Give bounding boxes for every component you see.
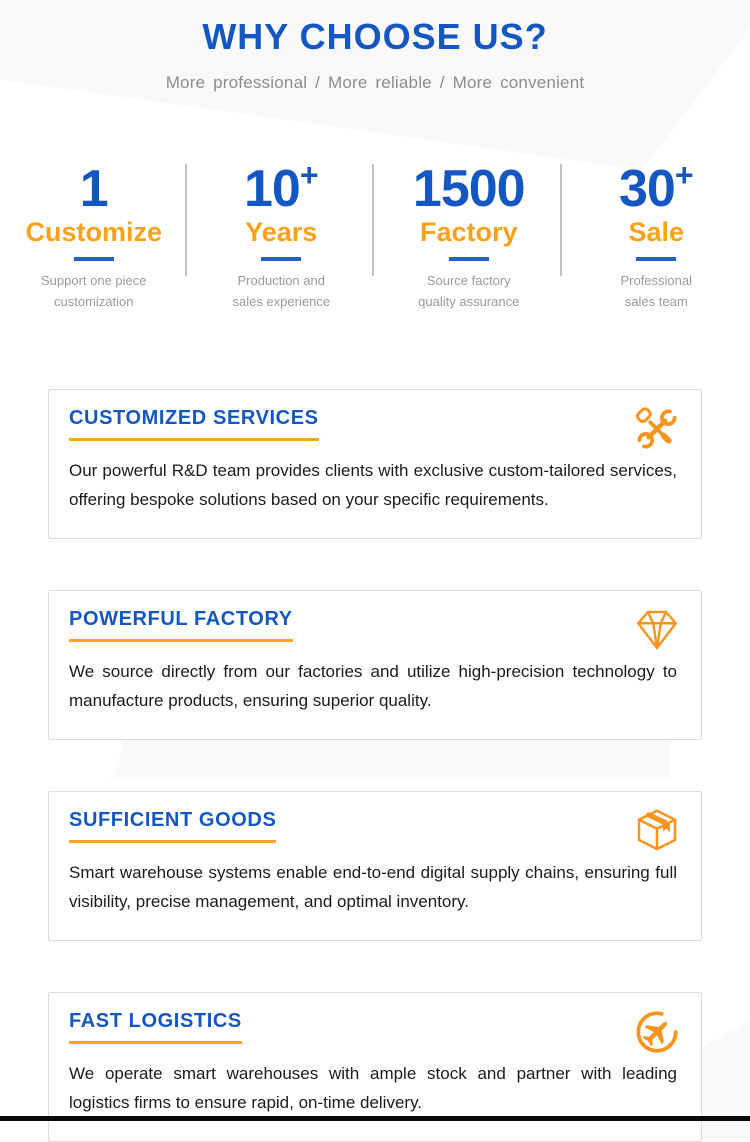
stat-desc-line: quality assurance <box>375 292 563 313</box>
section-header <box>0 0 750 93</box>
stat-label: Factory <box>375 217 563 248</box>
stat-years <box>188 161 376 313</box>
diamond-icon <box>633 606 681 654</box>
card-title: FAST LOGISTICS <box>69 1010 242 1044</box>
card-title: SUFFICIENT GOODS <box>69 809 276 843</box>
stat-underline <box>449 257 489 261</box>
stat-value <box>563 163 750 215</box>
package-box-icon <box>633 807 681 855</box>
card-customized-services <box>48 389 702 539</box>
stat-value <box>188 163 376 215</box>
stat-desc-line: Production and <box>188 271 376 292</box>
card-body-text: We operate smart warehouses with ample stock and partner with leading logistics firms to ensure rapid, on-time delivery. <box>69 1059 677 1117</box>
stat-plus: + <box>300 157 319 193</box>
stat-desc-line: Support one piece <box>0 271 188 292</box>
stat-description <box>375 271 563 313</box>
stat-underline <box>636 257 676 261</box>
page-subtitle: More professional / More reliable / More convenient <box>0 73 750 93</box>
stat-underline <box>261 257 301 261</box>
stat-desc-line: sales team <box>563 292 750 313</box>
feature-cards <box>0 389 750 1142</box>
stat-value-text: 30 <box>619 160 675 218</box>
stat-desc-line: Professional <box>563 271 750 292</box>
stat-label: Years <box>188 217 376 248</box>
wrench-screwdriver-icon <box>633 405 681 453</box>
stat-value <box>375 163 563 215</box>
stat-desc-line: sales experience <box>188 292 376 313</box>
stat-label: Sale <box>563 217 750 248</box>
stat-label: Customize <box>0 217 188 248</box>
stat-description <box>0 271 188 313</box>
stat-desc-line: customization <box>0 292 188 313</box>
card-powerful-factory <box>48 590 702 740</box>
stat-value-text: 1500 <box>413 160 525 218</box>
card-body-text: We source directly from our factories and utilize high-precision technology to manufacture products, ensuring superior quality. <box>69 657 677 715</box>
bottom-divider-bar <box>0 1116 750 1121</box>
stat-underline <box>74 257 114 261</box>
stat-sale <box>563 161 750 313</box>
stat-factory <box>375 161 563 313</box>
stat-description <box>188 271 376 313</box>
stat-customize <box>0 161 188 313</box>
stat-value-text: 1 <box>80 160 108 218</box>
stat-plus: + <box>675 157 694 193</box>
airplane-circle-icon <box>633 1008 681 1056</box>
stat-value <box>0 163 188 215</box>
stat-desc-line: Source factory <box>375 271 563 292</box>
stats-row <box>0 161 750 313</box>
card-title: POWERFUL FACTORY <box>69 608 293 642</box>
card-title: CUSTOMIZED SERVICES <box>69 407 319 441</box>
stat-description <box>563 271 750 313</box>
card-sufficient-goods <box>48 791 702 941</box>
stat-value-text: 10 <box>244 160 300 218</box>
card-body-text: Our powerful R&D team provides clients with exclusive custom-tailored services, offering bespoke solutions based on your specific requirements. <box>69 456 677 514</box>
page-title: WHY CHOOSE US? <box>0 16 750 58</box>
card-body-text: Smart warehouse systems enable end-to-end digital supply chains, ensuring full visibility, precise management, and optimal inventory. <box>69 858 677 916</box>
